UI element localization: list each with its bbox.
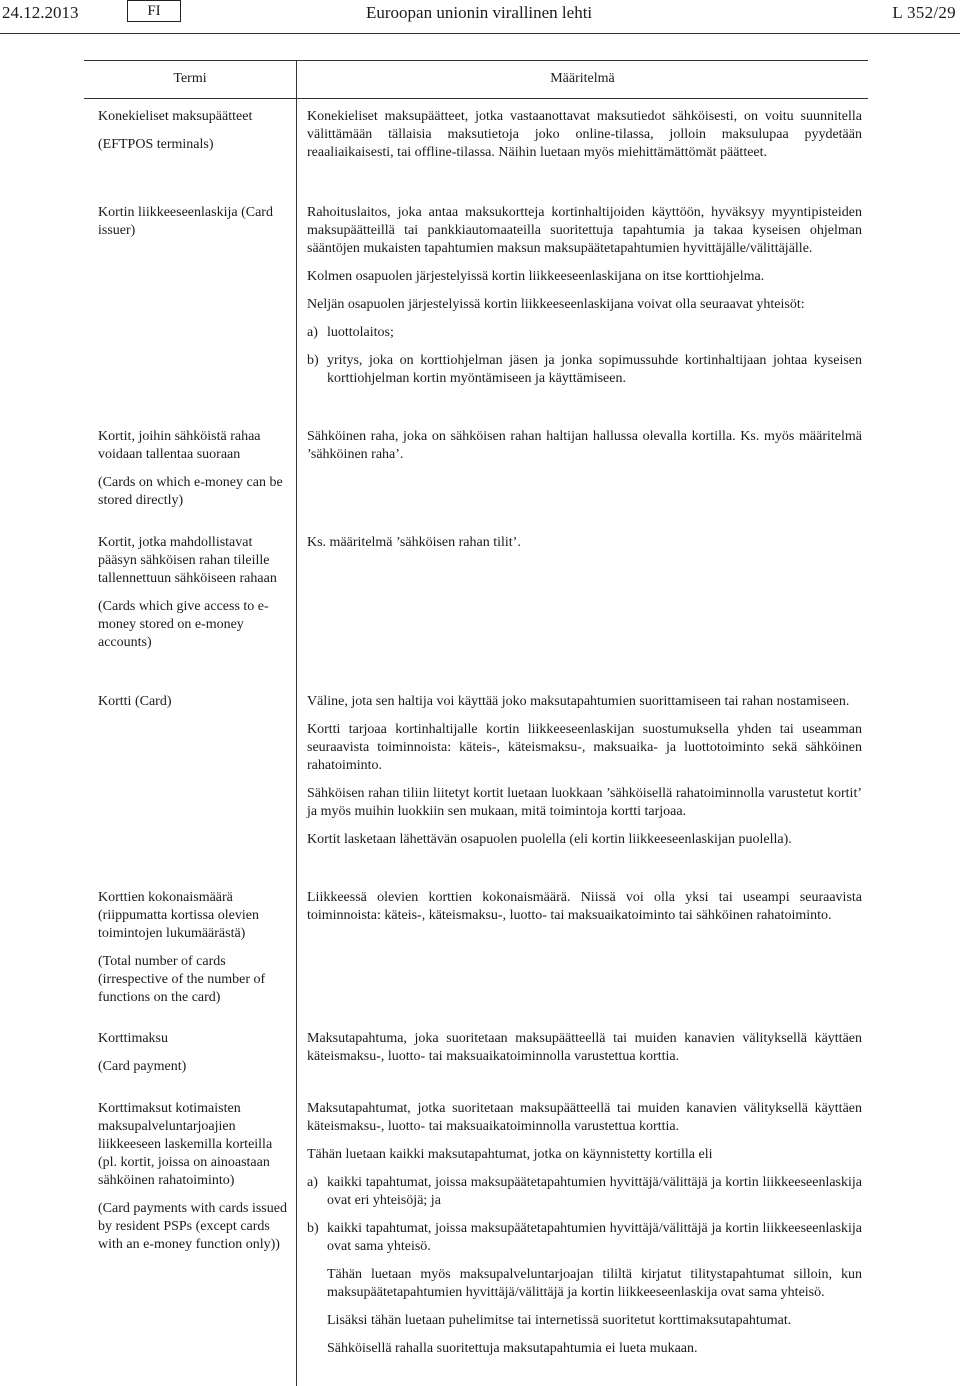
list-item xyxy=(307,1220,862,1256)
definition-text: Neljän osapuolen järjestelyissä kortin liikkeeseenlaskijana voivat olla seuraavat yhteisöt: xyxy=(307,297,805,312)
list-item xyxy=(307,324,862,342)
list-text: yritys, joka on korttiohjelman jäsen ja jonka sopimussuhde kortinhaltijaan johtaa kyseisen korttiohjelman kortin myöntämiseen ja käyttämiseen. xyxy=(327,353,862,386)
list-label: b) xyxy=(307,353,319,368)
table-top-rule xyxy=(84,60,868,61)
definition-text: Sähköisen rahan tiliin liitetyt kortit luetaan luokkaan ’sähköisellä rahatoiminnolla varustetut kortit’ ja myös muihin luokkiin sen mukaan, mitä toimintoja kortti tarjoaa. xyxy=(307,786,862,819)
term-cell xyxy=(98,1030,292,1076)
definition-cell xyxy=(307,889,862,925)
definition-cell xyxy=(307,1100,862,1358)
page-header xyxy=(0,0,960,30)
definition-text: Kolmen osapuolen järjestelyissä kortin liikkeeseenlaskijana on itse korttiohjelma. xyxy=(307,269,765,284)
term-text: Konekieliset maksupäätteet xyxy=(98,109,253,124)
term-text: Korttimaksu xyxy=(98,1031,168,1046)
list-item xyxy=(307,1174,862,1210)
term-cell xyxy=(98,889,292,1007)
term-english: (Total number of cards (irrespective of the number of functions on the card) xyxy=(98,954,266,1005)
term-cell xyxy=(98,693,292,711)
list-text: kaikki tapahtumat, joissa maksupäätetapahtumien hyvittäjä/välittäjä ja kortin liikkeeseenlaskija ovat sama yhteisö. xyxy=(327,1221,862,1254)
term-english: (EFTPOS terminals) xyxy=(98,137,214,152)
definition-text: Kortit lasketaan lähettävän osapuolen puolella (eli kortin liikkeeseenlaskijan puolella). xyxy=(307,832,792,847)
term-text: Kortti (Card) xyxy=(98,694,172,709)
definition-text: Väline, jota sen haltija voi käyttää joko maksutapahtumien suorittamiseen tai rahan nostamiseen. xyxy=(307,694,850,709)
definition-cell xyxy=(307,1030,862,1066)
definition-cell xyxy=(307,108,862,162)
term-english: (Card payment) xyxy=(98,1059,187,1074)
term-text: Korttien kokonaismäärä (riippumatta kortissa olevien toimintojen lukumäärästä) xyxy=(98,890,259,941)
definition-text: Sähköinen raha, joka on sähköisen rahan haltijan hallussa olevalla kortilla. Ks. myös määritelmä ’sähköinen raha’. xyxy=(307,429,862,462)
definition-cell xyxy=(307,693,862,849)
definition-text: Tähän luetaan myös maksupalveluntarjoajan tililtä kirjatut tilitystapahtumat silloin, kun maksupäätetapahtumien hyvittäjä/välittäjä ja kortin liikkeeseenlaskija ovat sama yhteisö. xyxy=(327,1267,862,1300)
definition-text: Maksutapahtumat, jotka suoritetaan maksupäätteellä tai muiden kanavien välityksellä käyttäen käteismaksu-, luotto- tai maksuaikatoiminnolla varustettua korttia. xyxy=(307,1101,862,1134)
language-badge: FI xyxy=(127,0,181,22)
definition-text: Maksutapahtuma, joka suoritetaan maksupäätteellä tai muiden kanavien välityksellä käyttäen käteismaksu-, luotto- tai maksuaikatoiminnolla varustettua korttia. xyxy=(307,1031,862,1064)
term-text: Kortit, jotka mahdollistavat pääsyn sähköisen rahan tileille tallennettuun sähköiseen rahaan xyxy=(98,535,277,586)
definition-text: Tähän luetaan kaikki maksutapahtumat, jotka on käynnistetty kortilla eli xyxy=(307,1147,713,1162)
table-header-rule xyxy=(84,98,868,99)
definition-cell xyxy=(307,428,862,464)
header-rule xyxy=(0,33,960,34)
column-heading-definition: Määritelmä xyxy=(550,71,615,86)
term-text: Kortin liikkeeseenlaskija (Card issuer) xyxy=(98,205,273,238)
term-text: Kortit, joihin sähköistä rahaa voidaan tallentaa suoraan xyxy=(98,429,261,462)
definition-text: Liikkeessä olevien korttien kokonaismäärä. Niissä voi olla yksi tai useampi seuraavista toiminnoista: käteis-, käteismaksu-, luotto- tai maksuaikatoiminto tai sähköinen rahatoiminto. xyxy=(307,890,862,923)
term-cell xyxy=(98,428,292,510)
list-label: a) xyxy=(307,325,318,340)
definition-text: Sähköisellä rahalla suoritettuja maksutapahtumia ei lueta mukaan. xyxy=(327,1341,698,1356)
definition-text: Konekieliset maksupäätteet, jotka vastaanottavat maksutiedot sähköisesti, on voitu suunnitella välittämään tällaisia maksutietoja joko online-tilassa, jolloin maksulupaa pyydetään reaaliaikaisesti, tai offline-tilassa. Näihin luetaan myös miehittämättömät päätteet. xyxy=(307,109,862,160)
term-english: (Cards which give access to e-money stored on e-money accounts) xyxy=(98,599,269,650)
list-text: luottolaitos; xyxy=(327,325,394,340)
term-text: Korttimaksut kotimaisten maksupalveluntarjoajien liikkeeseen laskemilla korteilla (pl. kortit, joissa on ainoastaan sähköinen rahatoiminto) xyxy=(98,1101,273,1188)
term-cell xyxy=(98,108,292,154)
term-english: (Card payments with cards issued by resident PSPs (except cards with an e-money function only)) xyxy=(98,1201,287,1252)
list-label: a) xyxy=(307,1175,318,1190)
term-cell xyxy=(98,534,292,652)
definition-cell xyxy=(307,204,862,388)
column-heading-term: Termi xyxy=(173,71,207,86)
journal-title: Euroopan unionin virallinen lehti xyxy=(366,3,593,22)
list-text: kaikki tapahtumat, joissa maksupäätetapahtumien hyvittäjä/välittäjä ja kortin liikkeeseenlaskija ovat eri yhteisöjä; ja xyxy=(327,1175,862,1208)
list-label: b) xyxy=(307,1221,319,1236)
publication-date: 24.12.2013 xyxy=(2,3,79,22)
term-english: (Cards on which e-money can be stored directly) xyxy=(98,475,283,508)
page-number: L 352/29 xyxy=(892,3,956,22)
term-cell xyxy=(98,1100,292,1254)
definition-text: Ks. määritelmä ’sähköisen rahan tilit’. xyxy=(307,535,521,550)
definition-text: Kortti tarjoaa kortinhaltijalle kortin liikkeeseenlaskijan suostumuksella yhden tai useamman seuraavista toiminnoista: käteis-, käteismaksu-, maksuaika- ja luottotoiminto sekä sähköinen rahatoiminto. xyxy=(307,722,862,773)
definition-text: Rahoituslaitos, joka antaa maksukortteja kortinhaltijoiden käyttöön, hyväksyy myyntipisteiden maksupäätteillä tai pankkiautomaateilla suoritettuja tapahtumia ja takaa kyseisen ohjelman sääntöjen mukaisten tapahtumien maksun maksupäätetapahtumien hyvittäjälle/välittäjälle. xyxy=(307,205,862,256)
definition-text: Lisäksi tähän luetaan puhelimitse tai internetissä suoritetut korttimaksutapahtumat. xyxy=(327,1313,792,1328)
column-divider xyxy=(296,60,297,1386)
list-item xyxy=(307,352,862,388)
term-cell xyxy=(98,204,292,240)
definition-cell xyxy=(307,534,862,552)
